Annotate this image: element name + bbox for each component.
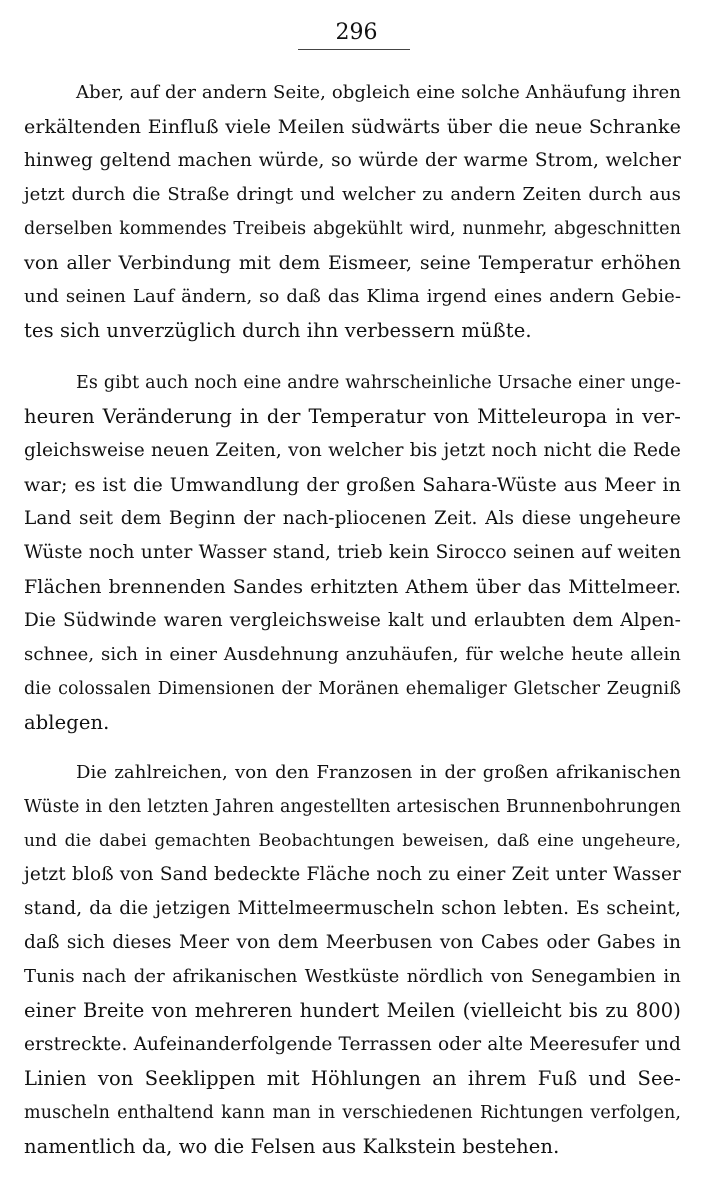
text-line: war; es ist die Umwandlung der großen Sahara-Wüste aus Meer in — [24, 474, 681, 496]
text-line: gleichsweise neuen Zeiten, von welcher bis jetzt noch nicht die Rede — [24, 440, 681, 461]
text-line: Die Südwinde waren vergleichsweise kalt und erlaubten dem Alpen- — [24, 610, 681, 631]
paragraph-1 — [24, 76, 681, 348]
text-line: erstreckte. Aufeinanderfolgende Terrassen oder alte Meeresufer und — [24, 1034, 681, 1055]
text-line: tes sich unverzüglich durch ihn verbessern müßte. — [24, 319, 532, 342]
text-line: heuren Veränderung in der Temperatur von Mitteleuropa in ver- — [24, 405, 681, 428]
text-line: Linien von Seeklippen mit Höhlungen an ihrem Fuß und See- — [24, 1067, 681, 1090]
text-line: erkältenden Einfluß viele Meilen südwärts über die neue Schranke — [24, 116, 681, 138]
text-line: derselben kommendes Treibeis abgekühlt wird, nunmehr, abgeschnitten — [24, 219, 681, 239]
text-line: und seinen Lauf ändern, so daß das Klima irgend eines andern Gebie- — [24, 286, 681, 307]
text-line: und die dabei gemachten Beobachtungen beweisen, daß eine ungeheure, — [24, 831, 681, 851]
page-number: 296 — [335, 20, 378, 45]
text-line: jetzt durch die Straße dringt und welcher zu andern Zeiten durch aus — [24, 184, 681, 205]
text-line: jetzt bloß von Sand bedeckte Fläche noch zu einer Zeit unter Wasser — [24, 864, 681, 885]
text-line: Wüste in den letzten Jahren angestellten artesischen Brunnenbohrungen — [24, 797, 681, 817]
text-line: namentlich da, wo die Felsen aus Kalkstein bestehen. — [24, 1135, 560, 1158]
text-line: Tunis nach der afrikanischen Westküste nördlich von Senegambien in — [24, 966, 681, 987]
text-line: stand, da die jetzigen Mittelmeermuscheln schon lebten. Es scheint, — [24, 898, 681, 919]
paragraph-3 — [24, 756, 681, 1164]
text-line: Es gibt auch noch eine andre wahrscheinliche Ursache einer unge- — [76, 373, 681, 393]
text-line: Flächen brennenden Sandes erhitzten Athem über das Mittelmeer. — [24, 576, 681, 598]
text-line: von aller Verbindung mit dem Eismeer, seine Temperatur erhöhen — [24, 252, 681, 274]
text-line: daß sich dieses Meer von dem Meerbusen von Cabes oder Gabes in — [24, 932, 681, 953]
paragraph-2 — [24, 366, 681, 740]
text-line: Land seit dem Beginn der nach-pliocenen Zeit. Als diese ungeheure — [24, 508, 681, 529]
header-rule — [298, 49, 410, 50]
text-line: Wüste noch unter Wasser stand, trieb kein Sirocco seinen auf weiten — [24, 542, 681, 563]
text-line: Die zahlreichen, von den Franzosen in der großen afrikanischen — [76, 762, 681, 783]
text-line: ablegen. — [24, 711, 110, 734]
text-line: muscheln enthaltend kann man in verschiedenen Richtungen verfolgen, — [24, 1103, 681, 1123]
text-line: einer Breite von mehreren hundert Meilen (vielleicht bis zu 800) — [24, 999, 681, 1022]
text-line: hinweg geltend machen würde, so würde der warme Strom, welcher — [24, 150, 681, 171]
text-line: Aber, auf der andern Seite, obgleich eine solche Anhäufung ihren — [76, 82, 681, 103]
text-line: schnee, sich in einer Ausdehnung anzuhäufen, für welche heute allein — [24, 644, 681, 665]
text-line: die colossalen Dimensionen der Moränen ehemaliger Gletscher Zeugniß — [24, 679, 681, 699]
